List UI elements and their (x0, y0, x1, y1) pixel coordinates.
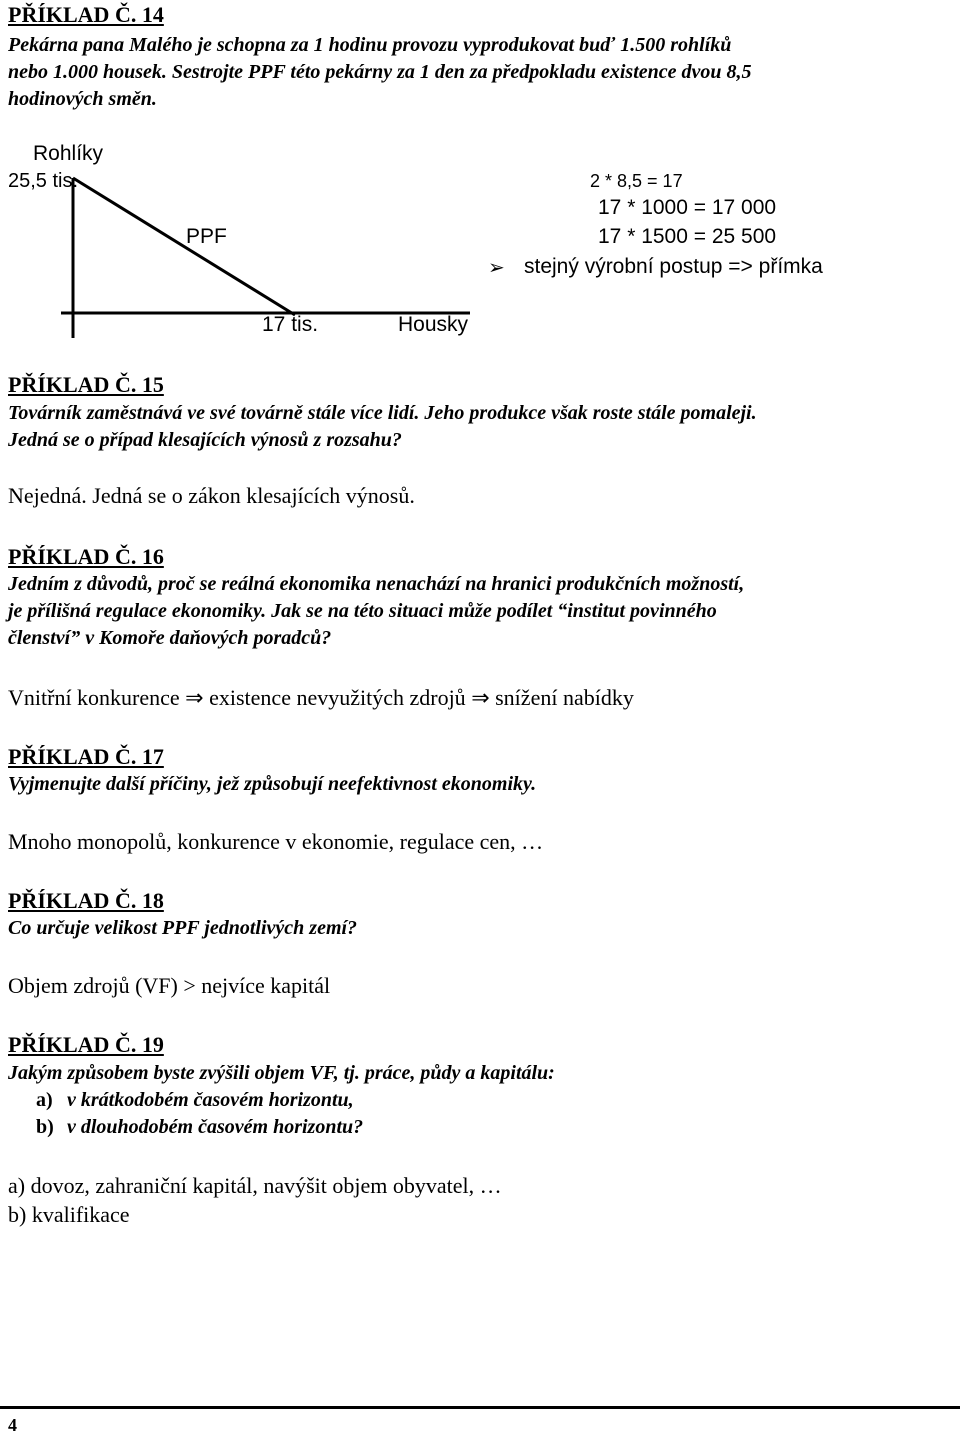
footer-rule (0, 1406, 960, 1409)
example-19-answer-b: b) kvalifikace (8, 1202, 130, 1227)
x-axis-label: Housky (398, 313, 469, 336)
answer-part-2: existence nevyužitých zdrojů (209, 685, 466, 710)
example-19-title: PŘÍKLAD Č. 19 (8, 1032, 164, 1057)
example-16-title: PŘÍKLAD Č. 16 (8, 544, 164, 569)
example-15-question-line-1: Továrník zaměstnává ve své továrně stále více lidí. Jeho produkce však roste stále pomaleji. (8, 402, 757, 424)
example-16-answer (8, 685, 634, 711)
example-15-title: PŘÍKLAD Č. 15 (8, 372, 164, 397)
example-15-answer: Nejedná. Jedná se o zákon klesajících výnosů. (8, 483, 415, 508)
x-axis-value: 17 tis. (262, 313, 319, 336)
example-16-question-line-3: členství” v Komoře daňových poradců? (8, 627, 332, 649)
implies-arrow-icon: ⇒ (471, 685, 490, 710)
example-14-question-line-2: nebo 1.000 housek. Sestrojte PPF této pekárny za 1 den za předpokladu existence dvou 8,5 (8, 61, 752, 83)
bullet-arrow-icon: ➢ (488, 257, 505, 279)
calculation-1: 2 * 8,5 = 17 (590, 171, 683, 191)
ppf-note: stejný výrobní postup => přímka (524, 255, 823, 278)
y-axis-label: Rohlíky (33, 142, 104, 165)
example-14-question-line-1: Pekárna pana Malého je schopna za 1 hodinu provozu vyprodukovat buď 1.500 rohlíků (8, 34, 732, 56)
ppf-diagram (0, 0, 960, 360)
page-number: 4 (8, 1415, 17, 1435)
answer-part-1: Vnitřní konkurence (8, 685, 180, 710)
item-b-text: v dlouhodobém časovém horizontu? (67, 1116, 364, 1138)
example-18-title: PŘÍKLAD Č. 18 (8, 888, 164, 913)
example-18-answer: Objem zdrojů (VF) > nejvíce kapitál (8, 973, 331, 998)
example-19-answer-a: a) dovoz, zahraniční kapitál, navýšit objem obyvatel, … (8, 1173, 502, 1198)
example-19-item-a (8, 1089, 354, 1112)
calculation-3: 17 * 1500 = 25 500 (598, 225, 777, 248)
item-a-label: a) (36, 1089, 53, 1111)
example-17-answer: Mnoho monopolů, konkurence v ekonomie, regulace cen, … (8, 829, 544, 854)
calculation-2: 17 * 1000 = 17 000 (598, 196, 777, 219)
ppf-label: PPF (186, 225, 227, 248)
example-14-question-line-3: hodinových směn. (8, 88, 157, 110)
example-15-question-line-2: Jedná se o případ klesajících výnosů z rozsahu? (8, 429, 402, 451)
example-19-question: Jakým způsobem byste zvýšili objem VF, tj. práce, půdy a kapitálu: (8, 1062, 555, 1084)
answer-part-3: snížení nabídky (495, 685, 634, 710)
example-14-title: PŘÍKLAD Č. 14 (8, 2, 164, 27)
example-19-item-b (8, 1116, 363, 1139)
item-a-text: v krátkodobém časovém horizontu, (67, 1089, 354, 1111)
example-18-question: Co určuje velikost PPF jednotlivých zemí? (8, 917, 358, 939)
y-axis-value: 25,5 tis. (8, 170, 79, 192)
example-16-question-line-1: Jedním z důvodů, proč se reálná ekonomika nenachází na hranici produkčních možností, (8, 573, 745, 595)
example-16-question-line-2: je přílišná regulace ekonomiky. Jak se na této situaci může podílet “institut povinného (8, 600, 717, 622)
example-17-title: PŘÍKLAD Č. 17 (8, 744, 164, 769)
ppf-line (73, 178, 295, 315)
item-b-label: b) (36, 1116, 54, 1138)
implies-arrow-icon: ⇒ (185, 685, 204, 710)
example-17-question: Vyjmenujte další příčiny, jež způsobují neefektivnost ekonomiky. (8, 773, 537, 795)
